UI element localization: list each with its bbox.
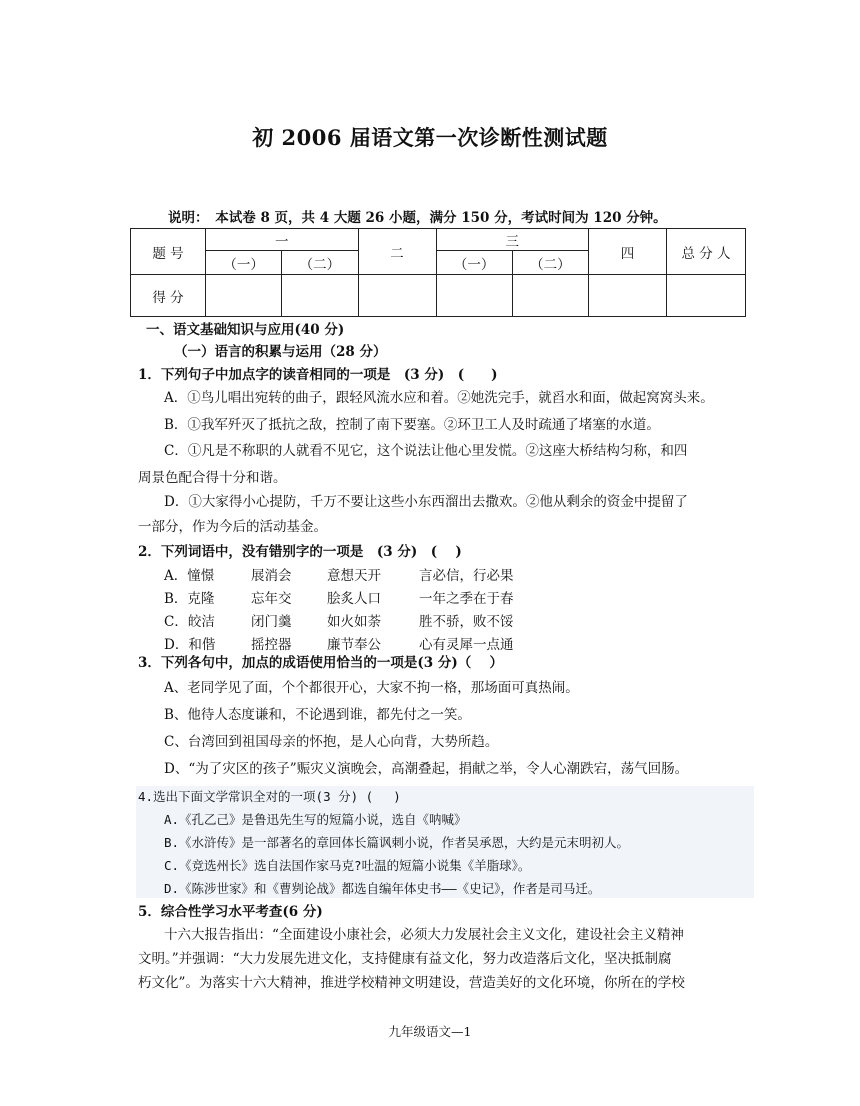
score-cell[interactable] — [206, 275, 282, 317]
question-2-option-word: 一年之季在于春 — [419, 591, 514, 607]
question-2-option-word: D．和偕 — [164, 637, 216, 653]
score-cell[interactable] — [589, 275, 667, 317]
score-cell[interactable] — [436, 275, 512, 317]
subsection-heading: （一）语言的积累与运用（28 分） — [174, 344, 387, 360]
question-2-option-word: 廉节奉公 — [327, 637, 381, 653]
page-title: 初 2006 届语文第一次诊断性测试题 — [252, 125, 608, 150]
score-table — [130, 228, 746, 317]
question-2-option-word: 脍炙人口 — [327, 591, 381, 607]
score-cell[interactable] — [512, 275, 588, 317]
question-2-option-word: A．憧憬 — [164, 568, 215, 584]
question-2-option-word: 胜不骄，败不馁 — [419, 614, 514, 630]
header-part-four: 四 — [589, 229, 667, 275]
question-3-stem: 3．下列各句中，加点的成语使用恰当的一项是(3 分)（ ） — [138, 655, 503, 671]
question-2-option-word: C．皎洁 — [164, 614, 215, 630]
question-5-paragraph-line-1: 十六大报告指出：“全面建设小康社会，必须大力发展社会主义文化，建设社会主义精神 — [164, 927, 684, 943]
question-2-option-word: 闭门羹 — [251, 614, 292, 630]
question-4-option-c: C.《竞选州长》选自法国作家马克?吐温的短篇小说集《羊脂球》。 — [164, 858, 531, 873]
question-4-option-d: D.《陈涉世家》和《曹刿论战》都选自编年体史书——《史记》，作者是司马迁。 — [164, 881, 601, 896]
header-part-two: 二 — [358, 229, 436, 275]
row-label-score: 得 分 — [131, 275, 206, 317]
question-3-option-d: D、“为了灾区的孩子”赈灾义演晚会，高潮叠起，捐献之举，令人心潮跌宕，荡气回肠。 — [164, 761, 689, 777]
question-2-option-word: 如火如荼 — [327, 614, 381, 630]
question-2-option-word: B．克隆 — [164, 591, 215, 607]
header-question-number: 题 号 — [131, 229, 206, 275]
question-1-option-c: C．①凡是不称职的人就看不见它，这个说法让他心里发慌。②这座大桥结构匀称，和四 — [164, 443, 688, 459]
question-2-stem: 2．下列词语中，没有错别字的一项是 (3 分) ( ) — [138, 544, 462, 560]
question-2-option-word: 意想天开 — [327, 568, 381, 584]
header-part-three: 三 — [436, 229, 589, 251]
header-part-one-sub-2: （二） — [282, 251, 358, 275]
section-heading: 一、语文基础知识与应用(40 分) — [146, 322, 345, 338]
header-part-one-sub-1: （一） — [206, 251, 282, 275]
question-4-option-b: B.《水浒传》是一部著名的章回体长篇讽刺小说，作者吴承恩，大约是元末明初人。 — [164, 835, 630, 850]
question-2-option-word: 忘年交 — [251, 591, 292, 607]
page-footer: 九年级语文—1 — [388, 1024, 472, 1039]
question-2-option-word: 展消会 — [251, 568, 292, 584]
question-3-option-b: B、他待人态度谦和，不论遇到谁，都先付之一笑。 — [164, 707, 471, 723]
header-part-one: 一 — [206, 229, 359, 251]
question-1-option-a: A．①鸟儿唱出宛转的曲子，跟轻风流水应和着。②她洗完手，就舀水和面，做起窝窝头来。 — [164, 390, 714, 406]
question-1-option-d: D．①大家得小心提防，千万不要让这些小东西溜出去撒欢。②他从剩余的资金中提留了 — [164, 494, 688, 510]
question-1-option-b: B．①我军歼灭了抵抗之敌，控制了南下要塞。②环卫工人及时疏通了堵塞的水道。 — [164, 417, 660, 433]
question-5-paragraph-line-3: 朽文化”。为落实十六大精神，推进学校精神文明建设，营造美好的文化环境，你所在的学校 — [138, 975, 685, 991]
exam-instructions: 说明： 本试卷 8 页，共 4 大题 26 小题，满分 150 分，考试时间为 120 分钟。 — [168, 210, 667, 226]
question-2-option-word: 心有灵犀一点通 — [419, 637, 514, 653]
question-3-option-c: C、台湾回到祖国母亲的怀抱，是人心向背，大势所趋。 — [164, 734, 499, 750]
score-cell[interactable] — [282, 275, 358, 317]
question-5-paragraph-line-2: 文明。”并强调：“大力发展先进文化，支持健康有益文化，努力改造落后文化，坚决抵制腐 — [138, 951, 672, 967]
question-3-option-a: A、老同学见了面，个个都很开心，大家不拘一格，那场面可真热闹。 — [164, 680, 579, 696]
question-4-option-a: A.《孔乙己》是鲁迅先生写的短篇小说，选自《呐喊》 — [164, 812, 467, 827]
header-grader: 总 分 人 — [667, 229, 746, 275]
header-part-three-sub-2: （二） — [512, 251, 588, 275]
header-part-three-sub-1: （一） — [436, 251, 512, 275]
question-4-stem: 4.选出下面文学常识全对的一项(3 分) ( ) — [138, 789, 401, 804]
score-cell[interactable] — [667, 275, 746, 317]
question-5-stem: 5．综合性学习水平考查(6 分) — [138, 904, 323, 920]
question-1-stem: 1．下列句子中加点字的读音相同的一项是 (3 分) ( ) — [138, 367, 498, 383]
question-2-option-word: 言必信，行必果 — [419, 568, 514, 584]
score-cell[interactable] — [358, 275, 436, 317]
question-1-option-d-cont: 一部分，作为今后的活动基金。 — [138, 519, 327, 535]
question-1-option-c-cont: 周景色配合得十分和谐。 — [138, 470, 287, 486]
question-2-option-word: 摇控器 — [251, 637, 292, 653]
